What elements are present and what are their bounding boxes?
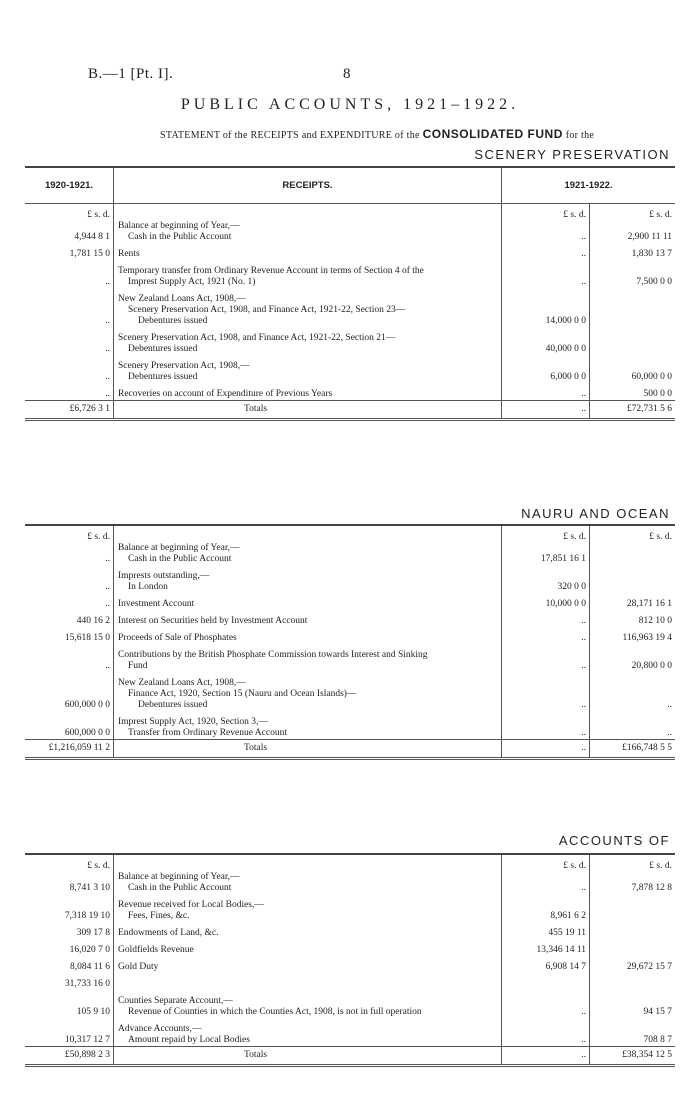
receipt-description xyxy=(114,973,502,990)
description-line: Finance Act, 1920, Section 15 (Nauru and Ocean Islands)— xyxy=(128,689,357,699)
amount-text: .. xyxy=(581,661,586,671)
description-line: New Zealand Loans Act, 1908,— xyxy=(118,294,246,304)
totals-label-text: Totals xyxy=(244,1050,268,1060)
description-line: Investment Account xyxy=(118,599,195,609)
amount-text: 8,741 3 10 xyxy=(69,883,110,893)
receipt-description xyxy=(114,383,502,401)
amount-text: 13,346 14 11 xyxy=(536,945,586,955)
receipt-description xyxy=(114,627,502,644)
totals-current-year: £38,354 12 5 xyxy=(590,1047,676,1066)
amount-text: .. xyxy=(105,316,110,326)
prev-year-amount xyxy=(25,221,114,243)
receipt-description xyxy=(114,672,502,711)
description-line: Counties Separate Account,— xyxy=(118,996,233,1006)
amount-text: 16,020 7 0 xyxy=(69,945,110,955)
amount-text: 1,781 15 0 xyxy=(69,249,110,259)
amount-text: .. xyxy=(581,277,586,287)
totals-row xyxy=(25,1047,675,1066)
amount-text: 20,800 0 0 xyxy=(631,661,672,671)
current-year-total xyxy=(590,355,676,383)
current-year-total xyxy=(590,565,676,593)
current-year-total xyxy=(590,990,676,1018)
description-line: New Zealand Loans Act, 1908,— xyxy=(118,678,246,688)
current-year-detail xyxy=(502,1018,590,1047)
prev-year-amount xyxy=(25,327,114,355)
table-row xyxy=(25,922,675,939)
amount-text: 8,961 6 2 xyxy=(550,911,586,921)
prev-year-amount xyxy=(25,355,114,383)
receipt-description xyxy=(114,221,502,243)
totals-detail: .. xyxy=(502,740,590,759)
amount-text: .. xyxy=(105,554,110,564)
receipt-description xyxy=(114,610,502,627)
unit-label: £ s. d. xyxy=(649,861,672,871)
prev-year-amount xyxy=(25,288,114,327)
table-row xyxy=(25,543,675,565)
table-row xyxy=(25,627,675,644)
description-line: Scenery Preservation Act, 1908,— xyxy=(118,361,250,371)
amount-text: 40,000 0 0 xyxy=(545,344,586,354)
current-year-total xyxy=(590,894,676,922)
current-year-detail xyxy=(502,543,590,565)
amount-text: 2,900 11 11 xyxy=(627,232,672,242)
amount-text: 309 17 8 xyxy=(76,928,110,938)
table-row xyxy=(25,243,675,260)
current-year-detail xyxy=(502,672,590,711)
amount-text: 94 15 7 xyxy=(643,1007,672,1017)
description-line: Interest on Securities held by Investment Account xyxy=(118,616,308,626)
unit-label: £ s. d. xyxy=(502,204,590,222)
table-row xyxy=(25,610,675,627)
current-year-total xyxy=(590,327,676,355)
description-line: Scenery Preservation Act, 1908, and Finance Act, 1921-22, Section 23— xyxy=(128,305,406,315)
amount-text: 4,944 8 1 xyxy=(74,232,110,242)
description-line: Revenue of Counties in which the Counties Act, 1908, is not in full operation xyxy=(128,1007,422,1017)
table-row xyxy=(25,355,675,383)
amount-text: 29,672 15 7 xyxy=(626,962,672,972)
table-row xyxy=(25,973,675,990)
description-line: Debentures issued xyxy=(128,372,198,382)
current-year-detail xyxy=(502,894,590,922)
current-year-total xyxy=(590,956,676,973)
header-receipts: RECEIPTS. xyxy=(114,167,502,204)
current-year-detail xyxy=(502,260,590,288)
receipt-description xyxy=(114,894,502,922)
amount-text: .. xyxy=(105,389,110,399)
amount-text: .. xyxy=(105,277,110,287)
unit-spacer xyxy=(114,525,502,543)
table-row xyxy=(25,288,675,327)
unit-spacer xyxy=(114,204,502,222)
receipt-description xyxy=(114,288,502,327)
amount-text: .. xyxy=(581,616,586,626)
description-line: Temporary transfer from Ordinary Revenue Account in terms of Section 4 of the xyxy=(118,266,424,276)
table-row xyxy=(25,872,675,894)
unit-label: £ s. d. xyxy=(25,525,114,543)
amount-text: .. xyxy=(581,389,586,399)
subtitle-pre: STATEMENT of the RECEIPTS and EXPENDITURE of the xyxy=(160,130,420,141)
amount-text: 28,171 16 1 xyxy=(626,599,672,609)
amount-text: .. xyxy=(581,728,586,738)
amount-text: .. xyxy=(581,249,586,259)
current-year-total xyxy=(590,627,676,644)
section-title-scenery: SCENERY PRESERVATION xyxy=(474,147,670,162)
section-title-accounts: ACCOUNTS OF xyxy=(558,833,670,848)
current-year-total xyxy=(590,644,676,672)
amount-text: .. xyxy=(667,728,672,738)
description-line: Balance at beginning of Year,— xyxy=(118,221,240,231)
prev-year-amount xyxy=(25,711,114,740)
current-year-total xyxy=(590,221,676,243)
description-line: Amount repaid by Local Bodies xyxy=(128,1035,250,1045)
units-row xyxy=(25,204,675,222)
amount-text: 320 0 0 xyxy=(557,582,586,592)
receipt-description xyxy=(114,543,502,565)
amount-text: .. xyxy=(105,582,110,592)
current-year-detail xyxy=(502,243,590,260)
amount-text: 500 0 0 xyxy=(643,389,672,399)
page-title: PUBLIC ACCOUNTS, 1921–1922. xyxy=(180,96,520,113)
current-year-total xyxy=(590,288,676,327)
totals-prev-year: £6,726 3 1 xyxy=(25,401,114,420)
totals-prev-year: £50,898 2 3 xyxy=(25,1047,114,1066)
header-current-year: 1921-1922. xyxy=(502,167,676,204)
amount-text: .. xyxy=(105,372,110,382)
unit-label: £ s. d. xyxy=(25,854,114,872)
amount-text: 10,000 0 0 xyxy=(545,599,586,609)
description-line: Debentures issued xyxy=(138,316,208,326)
unit-label: £ s. d. xyxy=(25,204,114,222)
current-year-detail xyxy=(502,383,590,401)
prev-year-amount xyxy=(25,922,114,939)
receipt-description xyxy=(114,355,502,383)
units-row xyxy=(25,854,675,872)
prev-year-amount xyxy=(25,260,114,288)
amount-text: 455 19 11 xyxy=(548,928,586,938)
totals-label xyxy=(114,401,502,420)
description-line: Balance at beginning of Year,— xyxy=(118,872,240,882)
amount-text: 812 10 0 xyxy=(638,616,672,626)
receipt-description xyxy=(114,327,502,355)
prev-year-amount xyxy=(25,543,114,565)
receipt-description xyxy=(114,872,502,894)
current-year-detail xyxy=(502,627,590,644)
table-row xyxy=(25,990,675,1018)
current-year-total xyxy=(590,672,676,711)
description-line: Scenery Preservation Act, 1908, and Finance Act, 1921-22, Section 21— xyxy=(118,333,396,343)
receipt-description xyxy=(114,644,502,672)
current-year-detail xyxy=(502,221,590,243)
description-line: Imprest Supply Act, 1921 (No. 1) xyxy=(128,277,256,287)
description-line: Imprest Supply Act, 1920, Section 3,— xyxy=(118,717,268,727)
prev-year-amount xyxy=(25,894,114,922)
prev-year-amount xyxy=(25,243,114,260)
amount-text: 60,000 0 0 xyxy=(631,372,672,382)
current-year-total xyxy=(590,383,676,401)
amount-text: 7,878 12 8 xyxy=(631,883,672,893)
statement-table-nauru xyxy=(25,524,675,760)
prev-year-amount xyxy=(25,610,114,627)
receipt-description xyxy=(114,565,502,593)
amount-text: 10,317 12 7 xyxy=(64,1035,110,1045)
totals-detail: .. xyxy=(502,401,590,420)
amount-text: .. xyxy=(105,344,110,354)
totals-label xyxy=(114,740,502,759)
totals-label-text: Totals xyxy=(244,404,268,414)
description-line: Fees, Fines, &c. xyxy=(128,911,190,921)
description-line: Debentures issued xyxy=(128,344,198,354)
amount-text: 600,000 0 0 xyxy=(64,728,110,738)
description-line: Revenue received for Local Bodies,— xyxy=(118,900,264,910)
description-line: Balance at beginning of Year,— xyxy=(118,543,240,553)
current-year-total xyxy=(590,922,676,939)
description-line: Cash in the Public Account xyxy=(128,554,232,564)
amount-text: .. xyxy=(581,1035,586,1045)
amount-text: .. xyxy=(105,599,110,609)
amount-text: 8,084 11 6 xyxy=(69,962,110,972)
unit-label: £ s. d. xyxy=(502,854,590,872)
current-year-detail xyxy=(502,956,590,973)
current-year-total xyxy=(590,872,676,894)
receipt-description xyxy=(114,1018,502,1047)
description-line: Imprests outstanding,— xyxy=(118,571,210,581)
table-row xyxy=(25,260,675,288)
unit-spacer xyxy=(114,854,502,872)
table-row xyxy=(25,956,675,973)
header-prev-year: 1920-1921. xyxy=(25,167,114,204)
table-row xyxy=(25,644,675,672)
prev-year-amount xyxy=(25,565,114,593)
current-year-detail xyxy=(502,711,590,740)
current-year-total xyxy=(590,711,676,740)
amount-text: .. xyxy=(581,700,586,710)
receipt-description xyxy=(114,243,502,260)
description-line: Advance Accounts,— xyxy=(118,1024,202,1034)
current-year-total xyxy=(590,593,676,610)
table-header-row xyxy=(25,167,675,204)
amount-text: 31,733 16 0 xyxy=(64,979,110,989)
description-line: Debentures issued xyxy=(138,700,208,710)
current-year-detail xyxy=(502,939,590,956)
subtitle-post: for the xyxy=(565,130,595,141)
prev-year-amount xyxy=(25,644,114,672)
amount-text: 17,851 16 1 xyxy=(540,554,586,564)
prev-year-amount xyxy=(25,939,114,956)
statement-table-accounts xyxy=(25,853,675,1067)
amount-text: 6,908 14 7 xyxy=(545,962,586,972)
prev-year-amount xyxy=(25,872,114,894)
amount-text: 105 9 10 xyxy=(76,1007,110,1017)
current-year-detail xyxy=(502,327,590,355)
table-row xyxy=(25,593,675,610)
amount-text: .. xyxy=(581,1007,586,1017)
current-year-total xyxy=(590,939,676,956)
prev-year-amount xyxy=(25,593,114,610)
amount-text: .. xyxy=(667,700,672,710)
statement-table-scenery xyxy=(25,166,675,421)
prev-year-amount xyxy=(25,990,114,1018)
units-row xyxy=(25,525,675,543)
amount-text: 116,963 19 4 xyxy=(622,633,672,643)
amount-text: 15,618 15 0 xyxy=(64,633,110,643)
description-line: Goldfields Revenue xyxy=(118,945,194,955)
description-line: Gold Duty xyxy=(118,962,159,972)
description-line: Contributions by the British Phosphate Commission towards Interest and Sinking xyxy=(118,650,428,660)
current-year-detail xyxy=(502,973,590,990)
unit-label: £ s. d. xyxy=(502,525,590,543)
description-line: Fund xyxy=(128,661,148,671)
amount-text: 708 8 7 xyxy=(643,1035,672,1045)
current-year-detail xyxy=(502,288,590,327)
amount-text: 1,830 13 7 xyxy=(631,249,672,259)
current-year-detail xyxy=(502,644,590,672)
current-year-detail xyxy=(502,355,590,383)
current-year-total xyxy=(590,1018,676,1047)
current-year-detail xyxy=(502,922,590,939)
description-line: Recoveries on account of Expenditure of Previous Years xyxy=(118,389,333,399)
prev-year-amount xyxy=(25,956,114,973)
amount-text: .. xyxy=(581,883,586,893)
prev-year-amount xyxy=(25,1018,114,1047)
description-line: In London xyxy=(128,582,168,592)
subtitle-fund: CONSOLIDATED FUND xyxy=(422,127,563,141)
receipt-description xyxy=(114,260,502,288)
amount-text: .. xyxy=(581,633,586,643)
amount-text: 440 16 2 xyxy=(76,616,110,626)
table-row xyxy=(25,1018,675,1047)
description-line: Endowments of Land, &c. xyxy=(118,928,219,938)
table-row xyxy=(25,939,675,956)
receipt-description xyxy=(114,922,502,939)
totals-current-year: £72,731 5 6 xyxy=(590,401,676,420)
description-line: Transfer from Ordinary Revenue Account xyxy=(128,728,287,738)
amount-text: .. xyxy=(105,661,110,671)
table-row xyxy=(25,894,675,922)
unit-label: £ s. d. xyxy=(649,210,672,220)
amount-text: 600,000 0 0 xyxy=(64,700,110,710)
prev-year-amount xyxy=(25,973,114,990)
receipt-description xyxy=(114,593,502,610)
current-year-detail xyxy=(502,610,590,627)
totals-detail: .. xyxy=(502,1047,590,1066)
table-row xyxy=(25,383,675,401)
totals-prev-year: £1,216,059 11 2 xyxy=(25,740,114,759)
current-year-total xyxy=(590,610,676,627)
receipt-description xyxy=(114,939,502,956)
table-row xyxy=(25,221,675,243)
current-year-detail xyxy=(502,872,590,894)
prev-year-amount xyxy=(25,383,114,401)
amount-text: 7,318 19 10 xyxy=(64,911,110,921)
description-line: Cash in the Public Account xyxy=(128,232,232,242)
totals-row xyxy=(25,740,675,759)
receipt-description xyxy=(114,956,502,973)
description-line: Rents xyxy=(118,249,140,259)
current-year-detail xyxy=(502,593,590,610)
current-year-total xyxy=(590,260,676,288)
section-title-nauru: NAURU AND OCEAN xyxy=(521,506,670,521)
table-row xyxy=(25,327,675,355)
amount-text: 6,000 0 0 xyxy=(550,372,586,382)
amount-text: 7,500 0 0 xyxy=(636,277,672,287)
amount-text: 14,000 0 0 xyxy=(545,316,586,326)
receipt-description xyxy=(114,711,502,740)
table-row xyxy=(25,565,675,593)
receipt-description xyxy=(114,990,502,1018)
totals-label-text: Totals xyxy=(244,743,268,753)
current-year-detail xyxy=(502,990,590,1018)
current-year-total xyxy=(590,243,676,260)
document-reference: B.—1 [Pt. I]. xyxy=(88,66,174,82)
statement-subtitle xyxy=(160,127,594,141)
table-row xyxy=(25,711,675,740)
totals-row xyxy=(25,401,675,420)
table-row xyxy=(25,672,675,711)
prev-year-amount xyxy=(25,627,114,644)
page-number: 8 xyxy=(343,66,351,82)
description-line: Cash in the Public Account xyxy=(128,883,232,893)
unit-label: £ s. d. xyxy=(649,532,672,542)
totals-current-year: £166,748 5 5 xyxy=(590,740,676,759)
current-year-detail xyxy=(502,565,590,593)
current-year-total xyxy=(590,543,676,565)
current-year-total xyxy=(590,973,676,990)
amount-text: .. xyxy=(581,232,586,242)
prev-year-amount xyxy=(25,672,114,711)
totals-label xyxy=(114,1047,502,1066)
description-line: Proceeds of Sale of Phosphates xyxy=(118,633,237,643)
